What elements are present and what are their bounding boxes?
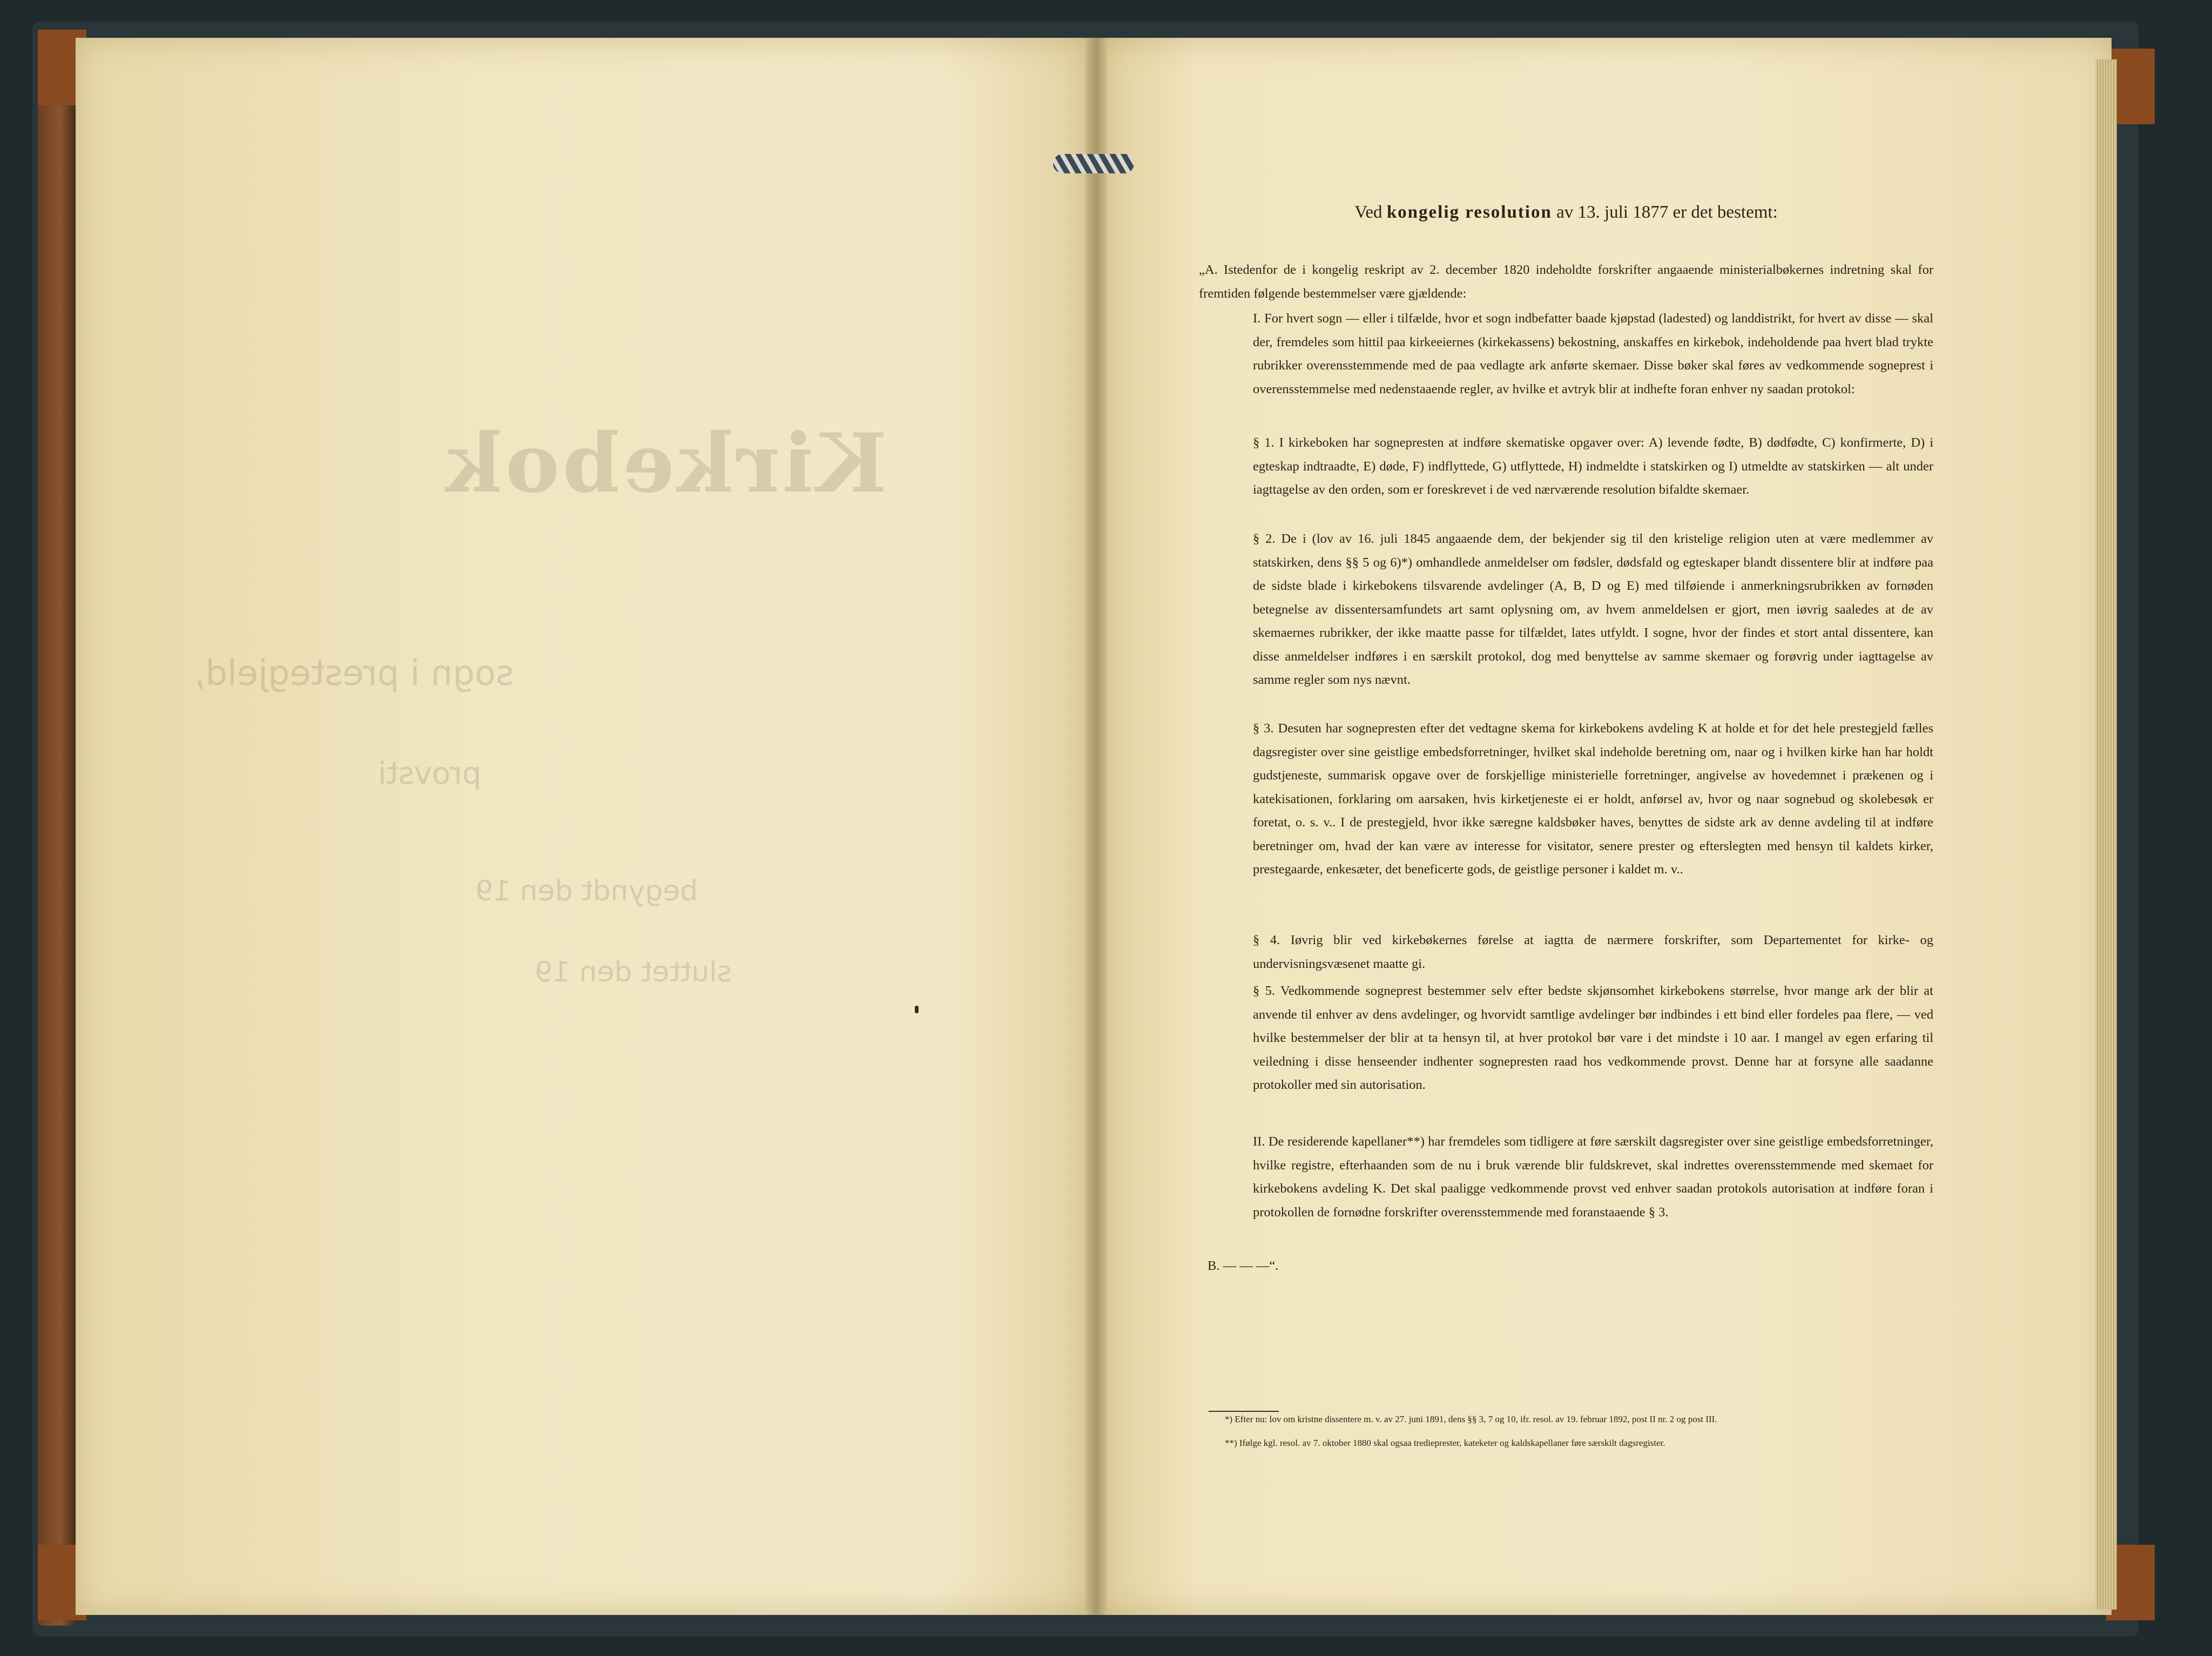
heading-bold: kongelig resolution bbox=[1386, 203, 1552, 222]
paragraph-1: § 1. I kirkeboken har sognepresten at indføre skematiske opgaver over: A) levende fødte, B) dødfødte, C) konfirmerte, D) i egteskap indtraadte, E) døde, F) indflyttede, G) utflyttede, H) indmeldte i statskirken og I) utmeldte av statskirken — alt under iagttagelse av den orden, som er foreskrevet i de ved nærværende resolution bifaldte skemaer. bbox=[1253, 435, 1933, 497]
section-I: I. For hvert sogn — eller i tilfælde, hvor et sogn indbefatter baade kjøpstad (ladested) og landdistrikt, for hvert av disse — skal der, fremdeles som hittil paa kirkeeiernes (kirkekassens) bekostning, anskaffes en kirkebok, indeholdende paa hvert blad trykte rubrikker overensstemmende med de paa vedlagte ark anførte skemaer. Disse bøker skal føres av vedkommende sogneprest i overensstemmelse med nedenstaaende regler, av hvilke et avtryk blir at indhefte foran enhver ny saadan protokol: bbox=[1253, 311, 1933, 396]
ghost-title: Kirkebok bbox=[443, 416, 887, 511]
binding-thread bbox=[1053, 154, 1134, 173]
footnote-1: *) Efter nu: lov om kristne dissentere m. v. av 27. juni 1891, dens §§ 3, 7 og 10, ifr. resol. av 19. februar 1892, post II nr. 2 og post III. bbox=[1225, 1414, 1717, 1424]
page-edges bbox=[2095, 59, 2117, 1610]
left-page bbox=[76, 38, 1091, 1615]
ghost-line: provsti bbox=[378, 756, 482, 791]
heading-post: av 13. juli 1877 er det bestemt: bbox=[1556, 203, 1778, 222]
cover-edge bbox=[38, 32, 76, 1626]
paragraph-5: § 5. Vedkommende sogneprest bestemmer selv efter bedste skjønsomhet kirkebokens størrelse, hvor mange ark der blir at anvende til enhver av dens avdelinger, og hvorvidt samtlige avdelinger bør indbindes i ett bind eller fordeles paa flere, — ved hvilke bestemmelser der blir at ta hensyn til, at hver protokol bør vare i det mindste i 10 aar. I mangel av egen erfaring til veiledning i disse henseender indhenter sognepresten raad hos vedkommende provst. Denne har at forsyne alle saadanne protokoller med sin autorisation. bbox=[1253, 984, 1933, 1092]
paragraph-4: § 4. Iøvrig blir ved kirkebøkernes førelse at iagtta de nærmere forskrifter, som Departementet for kirke- og undervisningsvæsenet maatte gi. bbox=[1253, 933, 1933, 971]
intro-paragraph: „A. Istedenfor de i kongelig reskript av 2. december 1820 indeholdte forskrifter angaaende ministerialbøkernes indretning skal for fremtiden følgende bestemmelser være gjældende: bbox=[1199, 262, 1933, 301]
footnote-2: **) Ifølge kgl. resol. av 7. oktober 1880 skal ogsaa tredieprester, kateketer og kaldskapellaner føre særskilt dagsregister. bbox=[1225, 1438, 1665, 1448]
ink-speck bbox=[915, 1006, 919, 1013]
page-heading bbox=[1296, 203, 1836, 223]
paragraph-2: § 2. De i (lov av 16. juli 1845 angaaende dem, der bekjender sig til den kristelige religion uten at være medlemmer av statskirken, dens §§ 5 og 6)*) omhandlede anmeldelser om fødsler, dødsfald og egteskaper blandt dissentere blir at indføre paa de sidste blade i kirkebokens tilsvarende avdelinger (A, B, D og E) med tilføiende i anmerkningsrubrikken av fornøden betegnelse av dissentersamfundets art samt oplysning om, av hvem anmeldelsen er gjort, men iøvrig saaledes at de av skemaernes rubrikker, der ikke maatte passe for tilfældet, lates utfyldt. I sogne, hvor der findes et stort antal dissentere, kan disse anmeldelser indføres i en særskilt protokol, dog med benyttelse av samme skemaer og forøvrig under iagttagelse av samme regler som nys nævnt. bbox=[1253, 531, 1933, 687]
footnote-rule bbox=[1209, 1411, 1279, 1412]
ghost-line: sluttet den 19 bbox=[535, 956, 732, 988]
heading-pre: Ved bbox=[1354, 203, 1382, 222]
section-II: II. De residerende kapellaner**) har fremdeles som tidligere at føre særskilt dagsregister over sine geistlige embedsforretninger, hvilke registre, efterhaanden som de nu i bruk værende blir fuldskrevet, skal indrettes overensstemmende med skemaet for kirkebokens avdeling K. Det skal paaligge vedkommende provst ved enhver saadan protokols autorisation at indføre foran i protokollen de fornødne forskrifter overensstemmende med foranstaaende § 3. bbox=[1253, 1134, 1933, 1220]
closing-mark: B. — — —“. bbox=[1208, 1258, 1279, 1273]
ghost-line: begyndt den 19 bbox=[475, 875, 698, 907]
paragraph-3: § 3. Desuten har sognepresten efter det vedtagne skema for kirkebokens avdeling K at holde et for det hele prestegjeld fælles dagsregister over sine geistlige embedsforretninger, hvilket skal indeholde beretning om, naar og i hvilken kirke han har holdt gudstjeneste, summarisk opgave over de forskjellige ministerielle forretninger, angivelse av hovedemnet i prækenen og i katekisationen, forklaring om aarsaken, hvis kirketjeneste ei er holdt, anførsel av, hvor og naar sognebud og skolebesøk er foretat, o. s. v.. I de prestegjeld, hvor ikke særegne kaldsbøker haves, benyttes de sidste ark av denne avdeling til at indføre beretninger om, hvad der kan være av interesse for visitator, senere prester og efterslegten med hensyn til kaldets kirker, prestegaarde, enkesæter, det beneficerte gods, de geistlige personer i kaldet m. v.. bbox=[1253, 721, 1933, 877]
book-gutter bbox=[1085, 38, 1107, 1615]
ghost-line: sogn i prestegjeld, bbox=[194, 654, 514, 694]
